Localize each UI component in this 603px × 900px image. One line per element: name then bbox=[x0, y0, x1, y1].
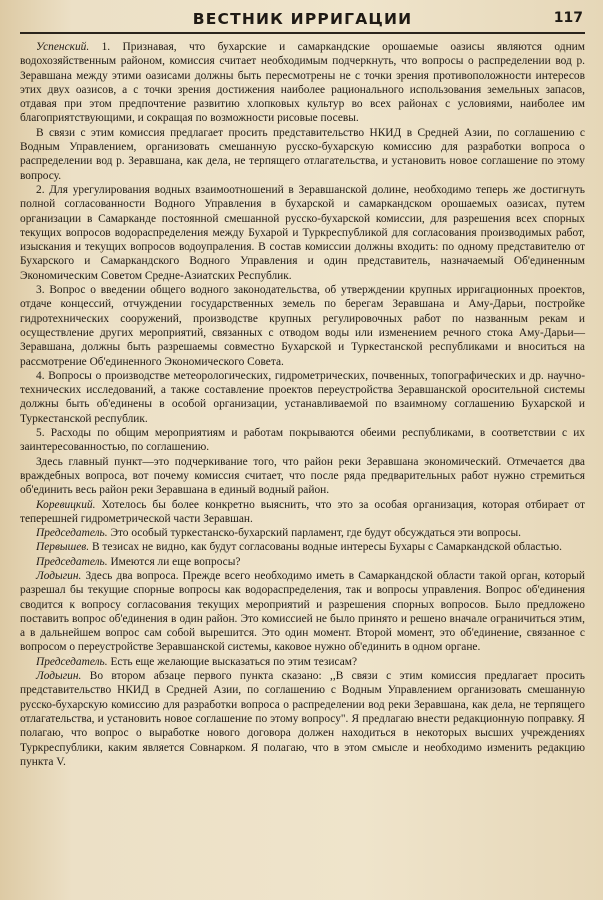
paragraph-text: 1. Признавая, что бухарские и самаркандские орошаемые оазисы являются одним водохозяйственным районом, комиссия считает необходимым подчеркнуть, что вопросы о распределении вод р. Зеравшана между этими оазисами должны быть пересмотрены не с точки зрения противоположности интересов этих двух оазисов, а с точки зрения достижения наиболее рационального использования земельных запасов, отдавая при этом предпочтение развитию хлопковых культур во всех районах с условиями, наиболее им благоприятствующими, и сокращая по возможности рисовые посевы. bbox=[20, 41, 585, 125]
paragraph-text: Во втором абзаце первого пункта сказано: ,,В связи с этим комиссия предлагает просить представительство НКИД в Средней Азии, по соглашению с Водным Управлением организовать смешанную русско-бухарскую комиссию для разработки вопроса о распределении вод реки Зеравшана, как дела, не терпящего отлагательства, и установить новое соглашение по этому вопросу". Я предлагаю внести редакционную поправку. Я полагаю, что вопрос о выработке нового договора должен находиться в некоторых высших учреждениях Туркреспублики, каким является Совнарком. Я полагаю, что в этом смысле и необходимо изменить редакцию пункта V. bbox=[20, 670, 585, 768]
paragraph-text: 2. Для урегулирования водных взаимоотношений в Зеравшанской долине, необходимо теперь же достигнуть полной согласованности Водного Управления в бухарской и самаркандском орошаемых оазисах, путем организации в Самарканде постоянной смешанной русско-бухарской комиссии, для разрешения всех спорных текущих вопросов водораспределения между Бухарой и Туркреспубликой для согласования производимых работ, изыскания и текущих вопросов водоупраления. В состав комиссии должны входить: по одному представителю от Бухарского и Самаркандского Водного Управления и один представитель, назначаемый Об'единенным Экономическим Советом Средне-Азиатских Республик. bbox=[20, 183, 585, 282]
paragraph bbox=[20, 455, 585, 498]
paragraph-text: Имеются ли еще вопросы? bbox=[107, 555, 241, 568]
paragraph bbox=[20, 498, 585, 527]
journal-title: ВЕСТНИК ИРРИГАЦИИ bbox=[192, 10, 413, 28]
paragraph bbox=[20, 655, 585, 669]
paragraph-text: В тезисах не видно, как будут согласованы водные интересы Бухары с Самаркандской областью. bbox=[89, 541, 562, 554]
body-text bbox=[20, 40, 585, 769]
paragraph bbox=[20, 369, 585, 426]
speaker-name: Лодыгин. bbox=[36, 569, 82, 582]
paragraph bbox=[20, 283, 585, 369]
speaker-name: Коревицкий. bbox=[36, 498, 96, 511]
speaker-name: Председатель. bbox=[36, 527, 108, 540]
paragraph bbox=[20, 555, 585, 569]
speaker-name: Первышев. bbox=[36, 541, 90, 554]
paragraph bbox=[20, 569, 585, 655]
paragraph bbox=[20, 40, 585, 126]
paragraph bbox=[20, 669, 585, 769]
speaker-name: Председатель. bbox=[36, 655, 108, 668]
speaker-name: Успенский. bbox=[36, 41, 90, 53]
page-header bbox=[20, 8, 585, 34]
paragraph bbox=[20, 183, 585, 283]
page-number: 117 bbox=[553, 10, 583, 26]
paragraph bbox=[20, 126, 585, 183]
paragraph-text: Есть еще желающие высказаться по этим тезисам? bbox=[107, 655, 358, 668]
paragraph-text: Здесь главный пункт—это подчеркивание того, что район реки Зеравшана экономический. Отмечается два враждебных вопроса, вот почему комиссия считает, что после ряда предварительных работ нужно стремиться об'единить весь район реки Зеравшана в единый водный район. bbox=[20, 455, 585, 497]
paragraph bbox=[20, 540, 585, 554]
paragraph-text: Хотелось бы более конкретно выяснить, что это за особая организация, которая отбирает от теперешней гидрометрической части Зеравшан. bbox=[20, 498, 585, 525]
paragraph-text: В связи с этим комиссия предлагает просить представительство НКИД в Средней Азии, по соглашению с Водным Управлением, организовать смешанную русско-бухарскую комиссию для разработки вопроса о распределении вод р. Зеравшана, как дела, не терпящего отлагательства, и установить новое соглашение по этому вопросу. bbox=[20, 126, 585, 182]
paragraph-text: 3. Вопрос о введении общего водного законодательства, об утверждении крупных ирригационных проектов, отдаче концессий, отчуждении государственных земель по берегам Зеравшана и Аму-Дарьи, постройке гидротехнических сооружений, производстве крупных регулировочных работ по названным рекам и осуществление других мероприятий, связанных с отводом воды или изменением речного стока Аму-Дарьи—Зеравшана, должны быть разрешаемы совместно Бухарской и Туркестанской республиками и вноситься на рассмотрение Об'единенного Экономического Совета. bbox=[20, 284, 585, 368]
paragraph-text: Это особый туркестанско-бухарский парламент, где будут обсуждаться эти вопросы. bbox=[107, 527, 521, 540]
speaker-name: Лодыгин. bbox=[36, 670, 82, 683]
paragraph-text: 4. Вопросы о производстве метеорологических, гидрометрических, почвенных, топографических и др. научно-технических исследований, а также составление проектов переустройства Зеравшанской оросительной системы должны быть об'единены в особой организации, устанавливаемой по взаимному соглашению Бухарской и Туркестанской республик. bbox=[20, 369, 585, 425]
paragraph bbox=[20, 426, 585, 455]
paragraph bbox=[20, 526, 585, 540]
speaker-name: Председатель. bbox=[36, 555, 108, 568]
paragraph-text: Здесь два вопроса. Прежде всего необходимо иметь в Самаркандской области такой орган, который разрешал бы текущие спорные вопросы как водораспределения, так и вопросы управления. Вопрос об'единения сводится к вопросу согласования текущих мероприятий и разрешения спорных вопросов. Было предложено поставить вопрос об'единения в один район. Это комиссией не было принято и решено вначале ограничиться этим, а в дальнейшем вопрос сам собой вырешится. Это один момент. Второй момент, это об'единение, связанное с вопросом о переустройстве Зеравшанской системы, каковое нужно об'единить в одном органе. bbox=[20, 569, 585, 654]
paragraph-text: 5. Расходы по общим мероприятиям и работам покрываются обеими республиками, в соответствии с их заинтересованностью, по соглашению. bbox=[20, 427, 585, 454]
